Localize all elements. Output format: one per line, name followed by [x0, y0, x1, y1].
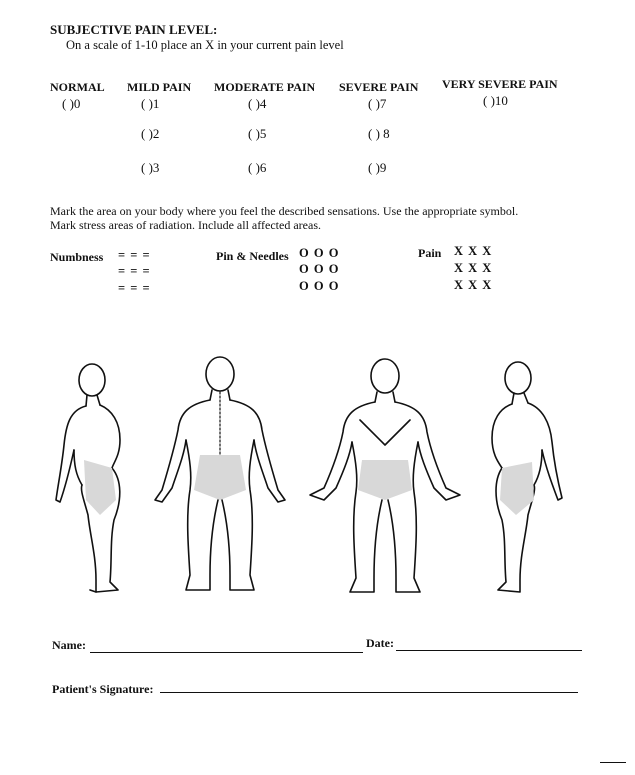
body-diagram[interactable] [40, 350, 590, 610]
pain-option-2[interactable]: ( )2 [141, 126, 160, 141]
pain-option-7[interactable]: ( )7 [368, 96, 387, 111]
header-very-severe: VERY SEVERE PAIN [442, 77, 558, 91]
numbness-label: Numbness [50, 250, 104, 264]
pain-option-9[interactable]: ( )9 [368, 160, 387, 175]
header-severe: SEVERE PAIN [339, 80, 419, 94]
name-label: Name: [52, 638, 86, 652]
pain-option-1[interactable]: ( )1 [141, 96, 160, 111]
date-label: Date: [366, 636, 394, 650]
pins-needles-symbol: O O O [299, 262, 340, 276]
pain-symbol: X X X [454, 278, 493, 292]
pain-option-0[interactable]: ( )0 [62, 96, 81, 111]
pain-option-8[interactable]: ( ) 8 [368, 126, 390, 141]
pins-needles-symbol: O O O [299, 279, 340, 293]
body-figure-side-left[interactable] [56, 364, 120, 592]
edge-mark [600, 762, 626, 763]
body-map-instruction-1: Mark the area on your body where you feel the described sensations. Use the appropriate symbol. [50, 204, 519, 218]
pain-symbol: X X X [454, 261, 493, 275]
pain-label: Pain [418, 246, 442, 260]
pain-level-title: SUBJECTIVE PAIN LEVEL: [50, 22, 218, 37]
body-figure-side-right[interactable] [492, 362, 562, 592]
body-map-instruction-2: Mark stress areas of radiation. Include all affected areas. [50, 218, 321, 232]
pain-option-4[interactable]: ( )4 [248, 96, 267, 111]
pain-option-6[interactable]: ( )6 [248, 160, 267, 175]
numbness-symbol: = = = [118, 281, 151, 295]
pins-needles-label: Pin & Needles [216, 249, 289, 263]
numbness-symbol: = = = [118, 248, 151, 262]
date-field[interactable] [396, 650, 582, 651]
pain-symbol: X X X [454, 244, 493, 258]
pain-option-10[interactable]: ( )10 [483, 93, 508, 108]
body-figure-front[interactable] [310, 359, 460, 592]
pain-level-instruction: On a scale of 1-10 place an X in your current pain level [66, 38, 344, 52]
header-normal: NORMAL [50, 80, 105, 94]
signature-field[interactable] [160, 692, 578, 693]
numbness-symbol: = = = [118, 264, 151, 278]
name-field[interactable] [90, 652, 363, 653]
pain-option-3[interactable]: ( )3 [141, 160, 160, 175]
body-figure-back[interactable] [155, 357, 285, 590]
pain-option-5[interactable]: ( )5 [248, 126, 267, 141]
header-moderate: MODERATE PAIN [214, 80, 316, 94]
pins-needles-symbol: O O O [299, 246, 340, 260]
signature-label: Patient's Signature: [52, 682, 154, 696]
header-mild: MILD PAIN [127, 80, 192, 94]
